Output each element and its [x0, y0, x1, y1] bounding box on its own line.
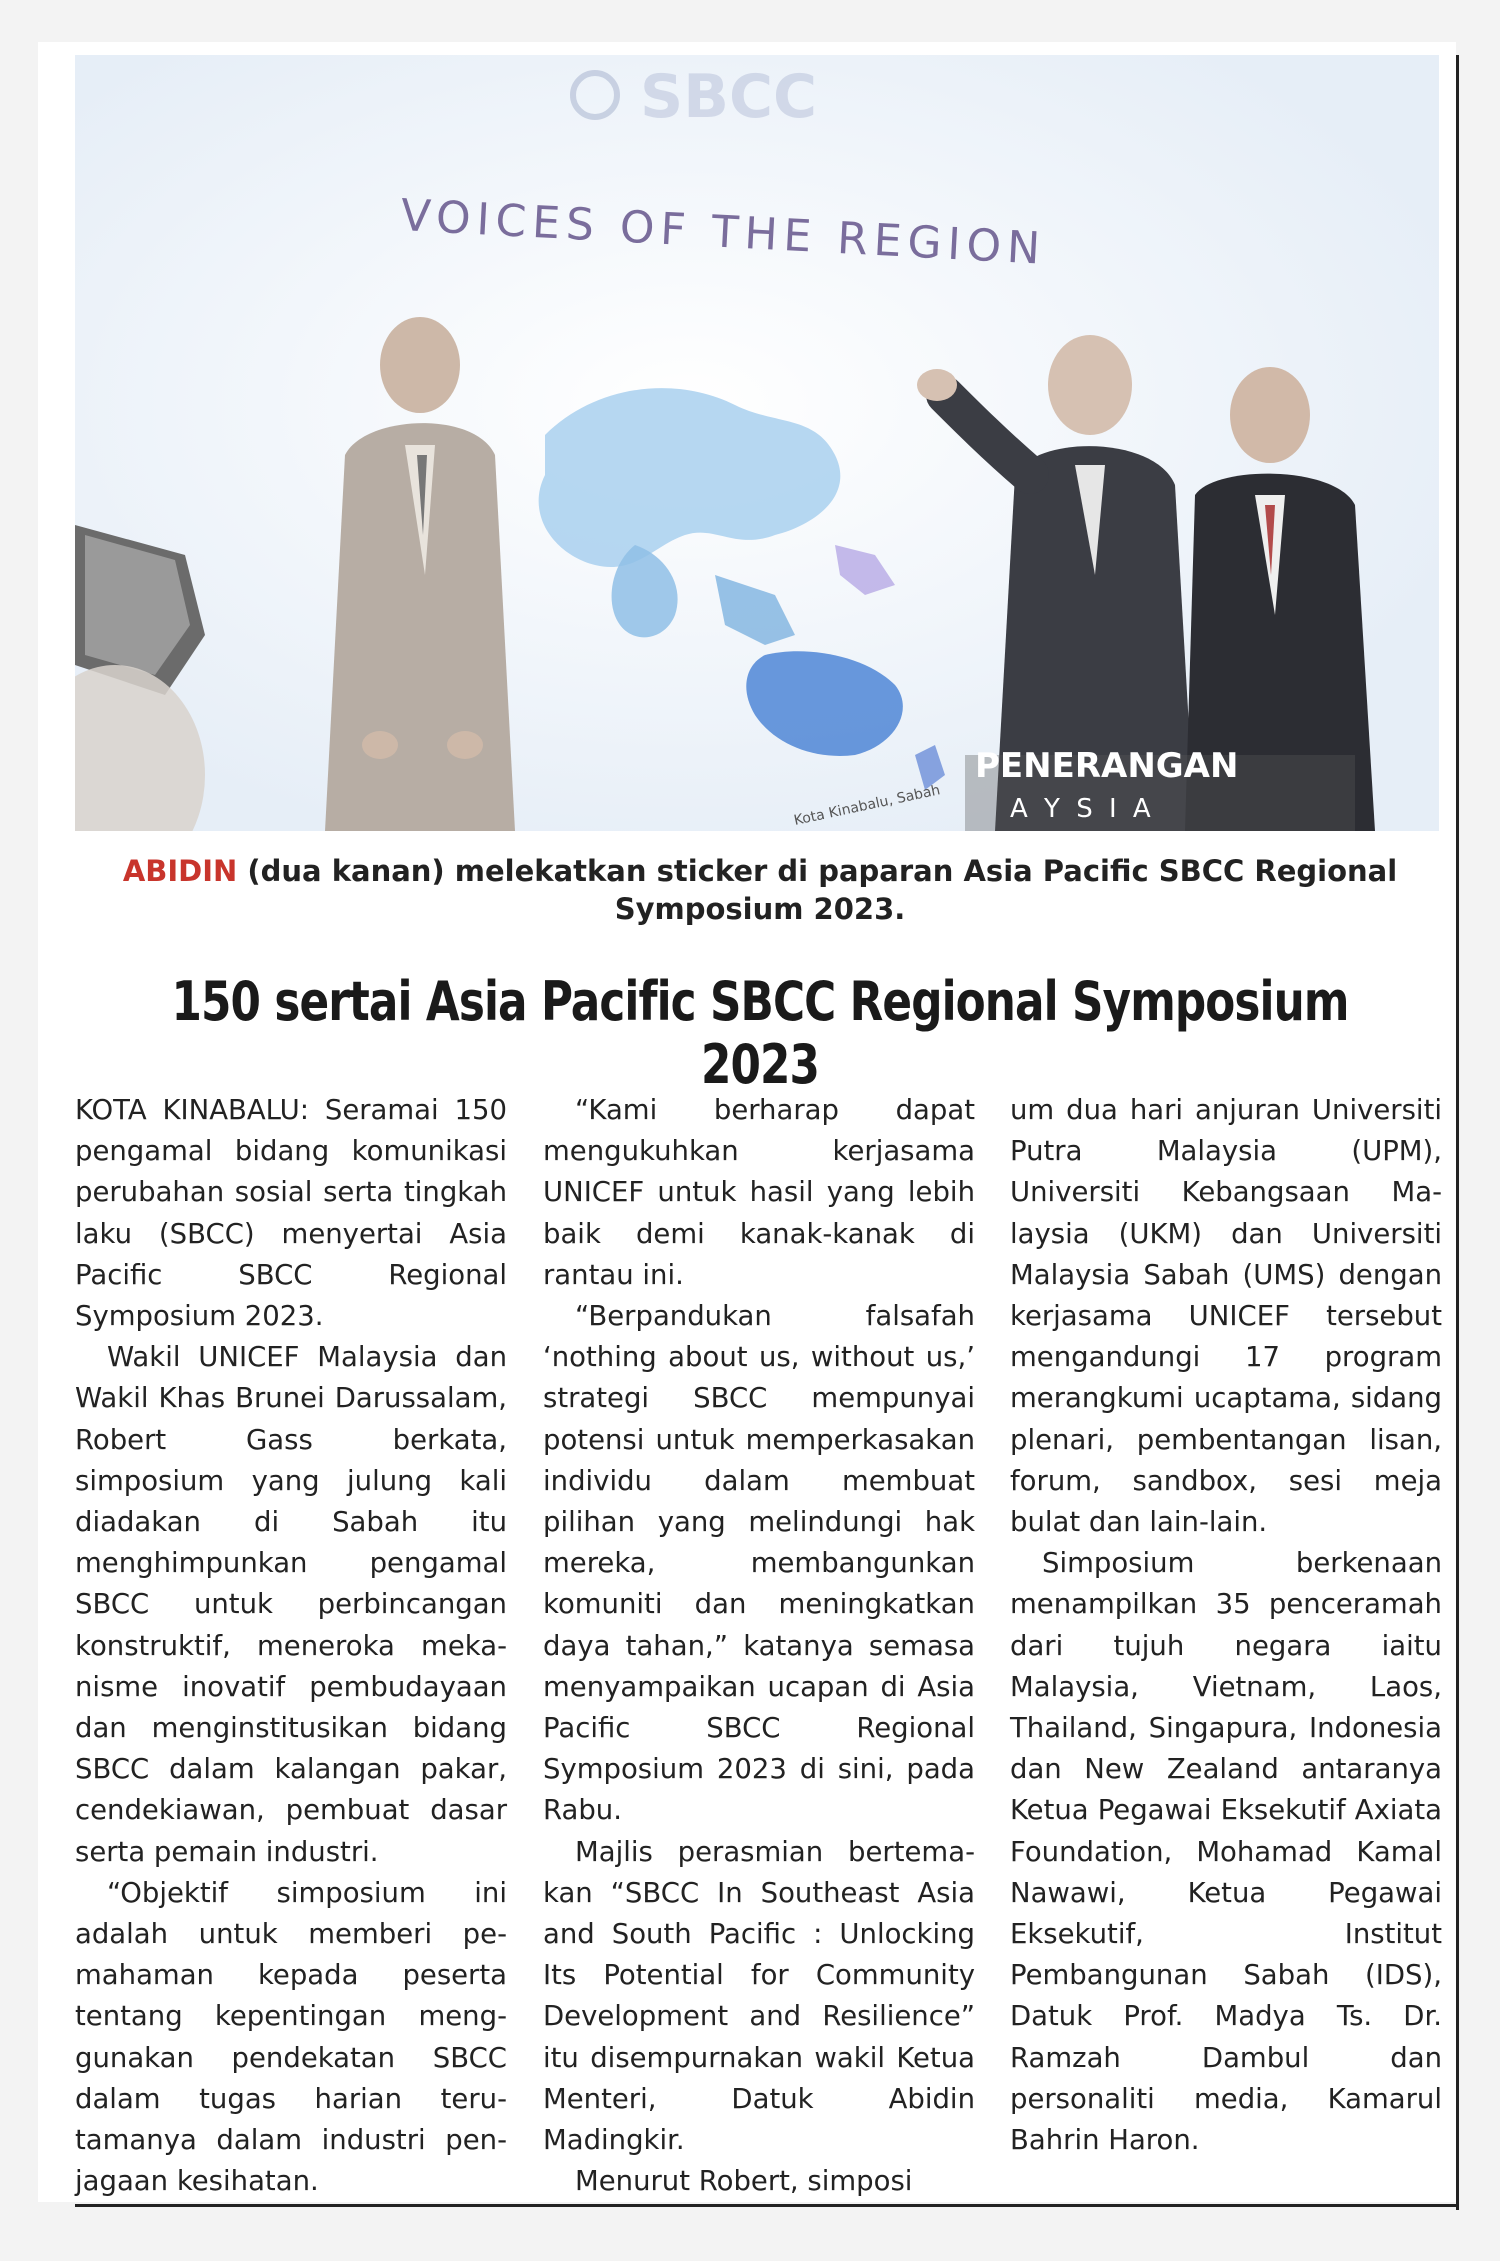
article-column-1	[75, 1090, 507, 2202]
caption-text: (dua kanan) melekatkan sticker di paparan Asia Pacific SBCC Regional Symposium 2023.	[237, 854, 1398, 926]
paragraph: Majlis perasmian bertemakan “SBCC In Southeast Asia and South Pacific : Unlocking Its Potential for Community Development and Resilience” itu disempurnakan wakil Ketua Menteri, Datuk Abidin Madingkir.	[543, 1835, 975, 2157]
backdrop-title: VOICES OF THE REGION	[399, 190, 1048, 275]
article-headline: 150 sertai Asia Pacific SBCC Regional Symposium 2023	[171, 970, 1349, 1096]
photo-illustration	[75, 55, 1439, 831]
paragraph: Simposium berkenaan menampilkan 35 penceramah dari tujuh negara iaitu Malaysia, Vietnam, Laos, Thailand, Singapura, Indonesia dan New Zealand antaranya Ketua Pegawai Eksekutif Axiata Foundation, Mohamad Kamal Nawawi, Ketua Pegawai Eksekutif, Institut Pembangunan Sabah (IDS), Datuk Prof. Madya Ts. Dr. Ramzah Dambul dan personaliti media, Kamarul Bahrin Haron.	[1010, 1547, 1442, 2157]
article-column-3	[1010, 1090, 1442, 2161]
map-caption: Kota Kinabalu, Sabah	[792, 782, 942, 829]
watermark-malaysia: A Y S I A	[1010, 794, 1155, 824]
paragraph: um dua hari anjuran Universiti Putra Malaysia (UPM), Universiti Kebangsaan Malaysia (UKM) dan Universiti Malaysia Sabah (UMS) dengan kerjasama UNICEF tersebut mengandungi 17 program merangkumi ucaptama, sidang plenari, pembentangan lisan, forum, sandbox, sesi meja bulat dan lain-lain.	[1010, 1094, 1442, 1539]
paragraph: “Berpandukan falsafah ‘nothing about us, without us,’ strategi SBCC mempunyai potensi untuk memperkasakan individu dalam membuat pilihan yang melindungi hak mereka, membangunkan komuniti dan meningkatkan daya tahan,” katanya semasa menyampaikan ucapan di Asia Pacific SBCC Regional Symposium 2023 di sini, pada Rabu.	[543, 1300, 975, 1827]
paragraph: KOTA KINABALU: Seramai 150 pengamal bidang komunikasi perubahan sosial serta tingkah laku (SBCC) menyertai Asia Pacific SBCC Regional Symposium 2023.	[75, 1094, 507, 1333]
page-border-bottom	[75, 2204, 1459, 2207]
logo-text: SBCC	[640, 62, 818, 132]
watermark-penerangan: PENERANGAN	[975, 746, 1239, 786]
paragraph: “Kami berharap dapat mengukuhkan kerjasama UNICEF untuk hasil yang lebih baik demi kanak-kanak di rantau ini.	[543, 1094, 975, 1291]
photo-caption	[110, 852, 1410, 928]
paragraph: Menurut Robert, simposi	[575, 2165, 913, 2198]
caption-name: ABIDIN	[122, 854, 238, 888]
article-photo	[75, 55, 1439, 831]
paragraph: “Objektif simposium ini adalah untuk memberi pemahaman kepada peserta tentang kepentingan menggunakan pendekatan SBCC dalam tugas harian terutamanya dalam industri penjagaan kesihatan.	[75, 1876, 507, 2198]
page-border-right	[1456, 55, 1459, 2210]
paragraph: Wakil UNICEF Malaysia dan Wakil Khas Brunei Darussalam, Robert Gass berkata, simposium yang julung kali diadakan di Sabah itu menghimpunkan pengamal SBCC untuk perbincangan konstruktif, meneroka mekanisme inovatif pembudayaan dan menginstitusikan bidang SBCC dalam kalangan pakar, cendekiawan, pembuat dasar serta pemain industri.	[75, 1341, 507, 1868]
article-column-2	[543, 1090, 975, 2202]
